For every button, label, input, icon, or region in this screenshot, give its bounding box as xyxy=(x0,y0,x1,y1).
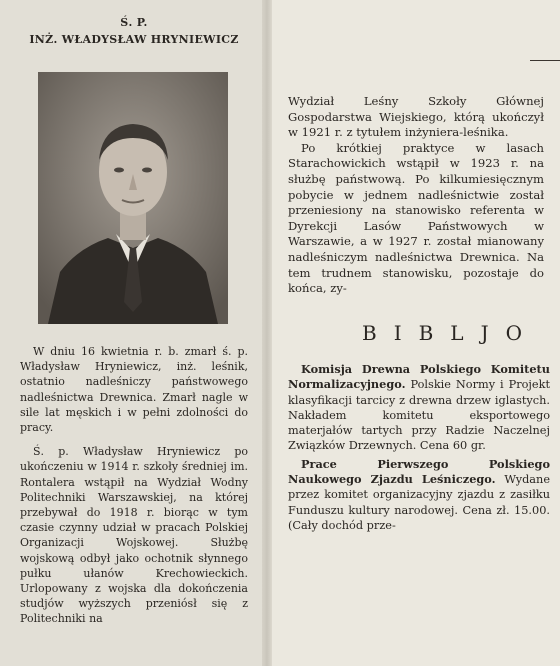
obituary-paragraph-2: Ś. p. Władysław Hryniewicz po ukończeniu w 1914 r. szkoły średniej im. Rontalera wstąpił na Wydział Wodny Politechniki Warszawskiej, na której przebywał do 1918 r. biorąc w tym czasie czynny udział w pracach Polskiej Organizacji Wojskowej. Służbę wojskową odbył jako ochotnik słynnego pułku ułanów Krechowieckich. Urlopowany z wojska dla dokończenia studjów wyższych przeniósł się z Politechniki na xyxy=(20,445,248,626)
book-gutter xyxy=(262,0,272,666)
obituary-header-name: INŻ. WŁADYSŁAW HRYNIEWICZ xyxy=(29,33,239,46)
bibliography-list xyxy=(288,362,550,533)
bibliography-entry-2 xyxy=(288,457,550,533)
portrait-illustration xyxy=(38,72,228,324)
continuation-paragraph-2: Po krótkiej praktyce w lasach Starachowickich wstąpił w 1923 r. na służbę państwową. Po kilkumiesięcznym pobycie w jednem nadleśnictwie został przeniesiony na stanowisko referenta w Dyrekcji Lasów Państwowych w Warszawie, a w 1927 r. został mianowany nadleśniczym nadleśnictwa Drewnica. Na tem trudnem stanowisku, pozostaje do końca, zy- xyxy=(288,140,544,296)
entry-2-description: Wydane przez komitet organizacyjny zjazdu z zasiłku Funduszu kultury narodowej. Cena zł. 15.00. (Cały dochód prze- xyxy=(288,473,550,532)
corner-rule xyxy=(530,60,560,61)
portrait-photo xyxy=(38,72,228,324)
obituary-text xyxy=(20,344,248,627)
continuation-paragraph-1: Wydział Leśny Szkoły Głównej Gospodarstwa Wiejskiego, którą ukończył w 1921 r. z tytułem inżyniera-leśnika. xyxy=(288,94,544,140)
entry-2-title: Prace Pierwszego Polskiego Naukowego Zjazdu Leśniczego. xyxy=(288,456,550,487)
bibliography-heading: BIBLJO xyxy=(362,321,539,345)
obituary-paragraph-1: W dniu 16 kwietnia r. b. zmarł ś. p. Władysław Hryniewicz, inż. leśnik, ostatnio nadleśniczy państwowego nadleśnictwa Drewnica. Zmarł nagle w sile lat męskich i w pełni zdolności do pracy. xyxy=(20,345,248,435)
entry-1-description: Polskie Normy i Projekt klasyfikacji tarcicy z drewna drzew iglastych. Nakładem komitetu eksportowego materjałów tartych przy Radzie Naczelnej Związków Drzewnych. Cena 60 gr. xyxy=(288,378,550,453)
obituary-continuation xyxy=(288,94,544,297)
entry-1-title: Komisja Drewna Polskiego Komitetu Normalizacyjnego. xyxy=(288,362,550,392)
obituary-header-sp: Ś. P. xyxy=(120,16,148,29)
bibliography-entry-1 xyxy=(288,362,550,454)
